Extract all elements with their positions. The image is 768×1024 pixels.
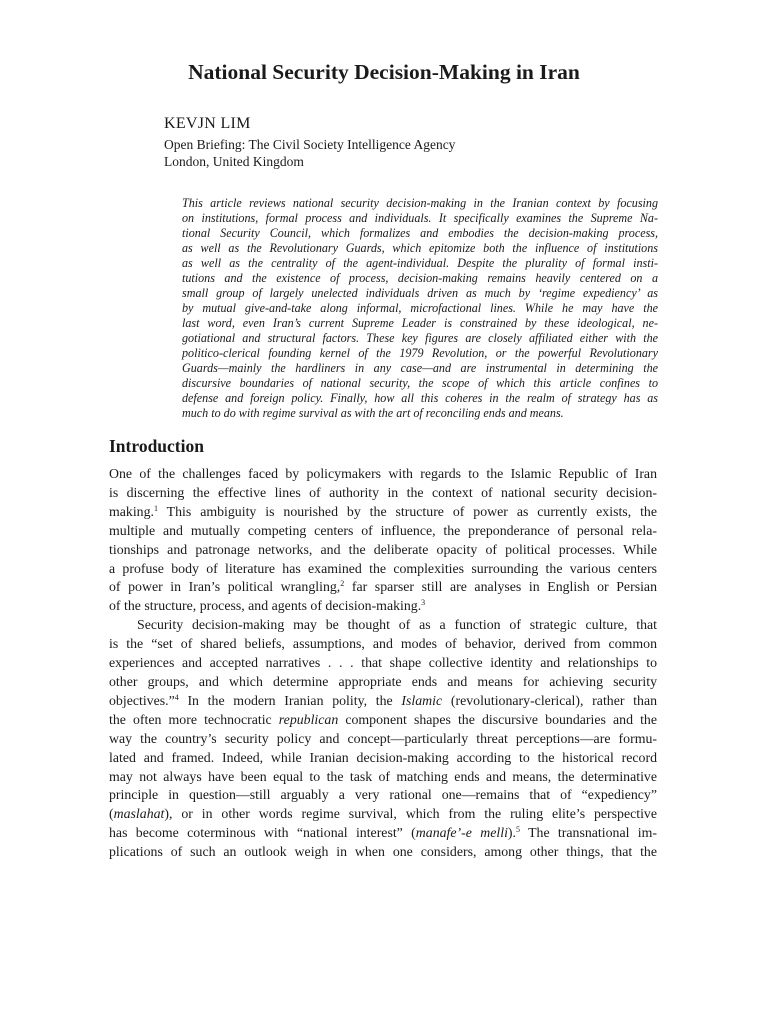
footnote-ref[interactable]: 4: [174, 692, 179, 702]
abstract-line: tional Security Council, which formalizes and embodies the decision-making process,: [182, 226, 658, 240]
text-line: plications of such an outlook weigh in when one considers, among other things, that the: [109, 844, 657, 860]
abstract-line: on institutions, formal process and individuals. It specifically examines the Supreme Na-: [182, 211, 658, 225]
text-run: ).: [507, 825, 516, 841]
paragraph-1: [109, 465, 657, 616]
abstract-line: This article reviews national security decision-making in the Iranian context by focusing: [182, 196, 658, 210]
text-run: The transnational im-: [520, 825, 657, 841]
abstract-line: tutions and the existence of process, decision-making remains heavily centered on a: [182, 271, 658, 285]
text-line: is the “set of shared beliefs, assumptions, and modes of behavior, derived from common: [109, 636, 657, 652]
abstract-line: as well as the Revolutionary Guards, which epitomize both the influence of institutions: [182, 241, 658, 255]
italic-term: republican: [278, 711, 339, 727]
text-run: This ambiguity is nourished by the structure of power as currently exists, the: [158, 503, 657, 519]
abstract-line: discursive boundaries of national security, the scope of which this article confines to: [182, 376, 658, 390]
article-title: National Security Decision-Making in Iran: [188, 60, 580, 84]
author-location: London, United Kingdom: [164, 154, 304, 169]
text-run: (revolutionary-clerical), rather than: [442, 692, 658, 708]
author-affiliation: Open Briefing: The Civil Society Intelligence Agency: [164, 137, 456, 152]
text-line: [109, 692, 657, 711]
text-line: [109, 805, 657, 824]
text-run: of power in Iran’s political wrangling,: [109, 579, 341, 595]
text-run: making.: [109, 503, 154, 519]
abstract-line: much to do with regime survival as with the art of reconciling ends and means.: [182, 406, 564, 420]
footnote-ref[interactable]: 1: [154, 503, 158, 513]
abstract-line: gotiational and structural factors. These key figures are closely affiliated either with the: [182, 331, 658, 345]
footnote-ref[interactable]: 3: [421, 598, 426, 608]
abstract-line: by mutual give-and-take along informal, microfactional lines. While he may have the: [182, 301, 658, 315]
text-run: (: [109, 806, 114, 822]
text-line: other groups, and which determine appropriate ends and means for achieving security: [109, 673, 657, 689]
abstract-line: small group of largely unelected individuals driven as much by ‘regime expediency’ as: [182, 286, 658, 300]
text-line: [109, 503, 657, 522]
text-run: of the structure, process, and agents of decision-making.: [109, 598, 422, 614]
text-run: objectives.”: [109, 692, 175, 708]
footnote-ref[interactable]: 5: [516, 825, 520, 835]
text-line: [109, 578, 657, 597]
text-line: One of the challenges faced by policymakers with regards to the Islamic Republic of Iran: [109, 466, 657, 481]
abstract-line: as well as the centrality of the agent-individual. Despite the plurality of formal insti-: [182, 256, 658, 270]
abstract: [182, 196, 658, 421]
text-line: Security decision-making may be thought of as a function of strategic culture, that: [137, 617, 657, 633]
text-run: In the modern Iranian polity, the: [178, 692, 402, 708]
text-line: multiple and mutually competing centers of influence, the preponderance of personal rela-: [109, 522, 657, 538]
author-name: KEVJN LIM: [164, 115, 251, 132]
italic-term: maslahat: [113, 806, 165, 822]
text-line: tionships and patronage networks, and the deliberate opacity of political processes. While: [109, 541, 657, 557]
text-line: a profuse body of literature has examined the complexities surrounding the various centers: [109, 560, 657, 576]
text-line: [109, 824, 657, 843]
text-line: principle in question—still arguably a very rational one—remains that of “expediency”: [109, 787, 657, 803]
text-run: far sparser still are analyses in English or Persian: [344, 579, 657, 595]
author-block: [164, 114, 455, 170]
body-text: [109, 465, 657, 862]
text-line: is discerning the effective lines of authority in the context of national security decision-: [109, 484, 657, 500]
text-line: experiences and accepted narratives . . . that shape collective identity and relationships to: [109, 655, 657, 671]
text-line: [109, 711, 657, 730]
footnote-ref[interactable]: 2: [340, 579, 345, 589]
italic-term: Islamic: [401, 692, 443, 708]
abstract-line: politico-clerical founding kernel of the 1979 Revolution, or the powerful Revolutionary: [182, 346, 658, 360]
text-run: has become coterminous with “national interest” (: [109, 825, 416, 841]
text-run: ), or in other words regime survival, which from the ruling elite’s perspective: [164, 806, 657, 822]
text-line: lated and framed. Indeed, while Iranian decision-making according to the historical record: [109, 749, 657, 765]
paragraph-2: [109, 616, 657, 862]
text-line: may not always have been equal to the task of matching ends and means, the determinative: [109, 768, 657, 784]
section-heading: Introduction: [109, 436, 204, 456]
text-line: way the country’s security policy and concept—particularly threat perceptions—are formu-: [109, 730, 657, 746]
italic-term: manafe’-e melli: [415, 825, 508, 841]
text-run: the often more technocratic: [109, 711, 279, 727]
abstract-line: last word, even Iran’s current Supreme Leader is constrained by these ideological, ne-: [182, 316, 658, 330]
abstract-line: Guards—mainly the hardliners in any case—and are instrumental in determining the: [182, 361, 658, 375]
text-run: component shapes the discursive boundaries and the: [338, 711, 657, 727]
abstract-line: defense and foreign policy. Finally, how all this coheres in the realm of strategy has as: [182, 391, 658, 405]
text-line: [109, 597, 657, 616]
